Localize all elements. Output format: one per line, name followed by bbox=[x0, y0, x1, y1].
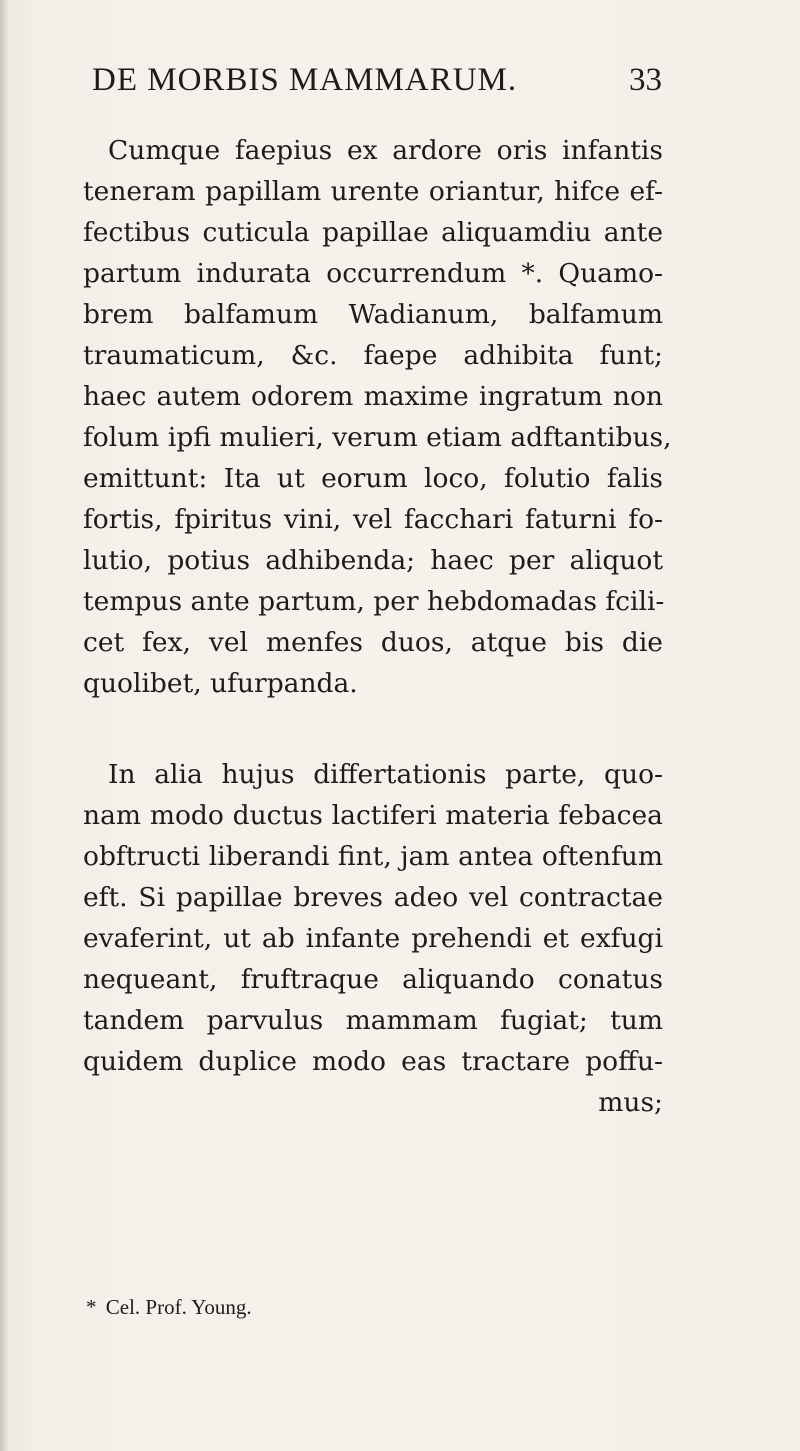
page-number: 33 bbox=[629, 62, 662, 98]
text-line: tandem parvulus mammam fugiat; tum bbox=[83, 1005, 663, 1036]
text-line: eft. Si papillae breves adeo vel contractae bbox=[83, 882, 663, 913]
footnote-mark: * bbox=[86, 1295, 97, 1319]
running-head bbox=[92, 62, 662, 112]
text-line: nam modo ductus lactiferi materia febacea bbox=[83, 800, 663, 831]
running-head-title: DE MORBIS MAMMARUM. bbox=[92, 62, 518, 98]
text-line: brem balfamum Wadianum, balfamum bbox=[83, 299, 663, 330]
text-line: emittunt: Ita ut eorum loco, folutio falis bbox=[83, 463, 663, 494]
text-line: partum indurata occurrendum *. Quamo- bbox=[83, 258, 663, 289]
text-line: lutio, potius adhibenda; haec per aliquot bbox=[83, 545, 663, 576]
page-binding-edge bbox=[0, 0, 8, 1451]
text-line: haec autem odorem maxime ingratum non bbox=[83, 381, 663, 412]
text-line: In alia hujus differtationis parte, quo- bbox=[108, 759, 663, 790]
footnote-text: Cel. Prof. Young. bbox=[105, 1295, 252, 1319]
text-line: fortis, fpiritus vini, vel facchari faturni fo- bbox=[83, 504, 663, 535]
text-line: folum ipfi mulieri, verum etiam adftantibus, bbox=[83, 422, 672, 453]
text-line: teneram papillam urente oriantur, hifce ef- bbox=[83, 176, 663, 207]
text-line: Cumque faepius ex ardore oris infantis bbox=[108, 135, 663, 166]
text-line: fectibus cuticula papillae aliquamdiu ante bbox=[83, 217, 663, 248]
text-line: nequeant, fruftraque aliquando conatus bbox=[83, 964, 663, 995]
footnote bbox=[86, 1295, 252, 1320]
paragraph-gap bbox=[83, 704, 663, 754]
body-text bbox=[83, 130, 672, 1123]
text-line: tempus ante partum, per hebdomadas fcili- bbox=[83, 586, 665, 617]
text-line: quidem duplice modo eas tractare poffu- bbox=[83, 1046, 663, 1077]
text-line: traumaticum, &c. faepe adhibita funt; bbox=[83, 340, 663, 371]
text-line-last: quolibet, ufurpanda. bbox=[83, 668, 358, 699]
catchword: mus; bbox=[598, 1087, 663, 1118]
paragraph-1 bbox=[83, 130, 672, 704]
text-line: cet fex, vel menfes duos, atque bis die bbox=[83, 627, 663, 658]
text-line: obftructi liberandi fint, jam antea oftenfum bbox=[83, 841, 663, 872]
text-line: evaferint, ut ab infante prehendi et exfugi bbox=[83, 923, 663, 954]
paragraph-2 bbox=[83, 754, 663, 1123]
